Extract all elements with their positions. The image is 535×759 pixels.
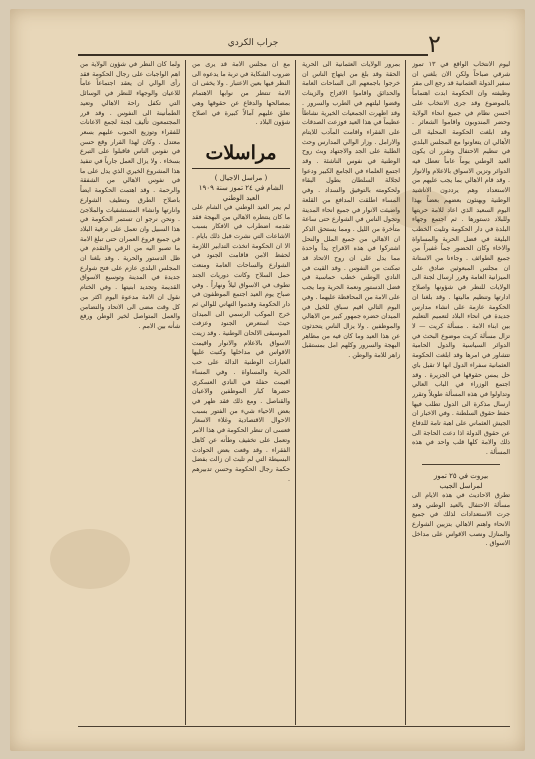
article-two-dateline: بيروت في ٢٥ تموز <box>433 471 489 480</box>
article-two-from: لمراسل الجيب <box>439 481 483 490</box>
column-2-text: بمرور الولايات العثمانية الى الحرية الحقة وقد بلغ من ابتهاج الناس ان خرجوا باجمعهم الى الساحات العامة والحدائق واقاموا الافراح والزينات وقضوا ليلتهم في الطرب والسرور . وقد اظهرت الجمعيات الخيرية نشاطاً عظيماً في هذا العيد فوزعت الصدقات على الفقراء واقامت المآدب للايتام والارامل . وزار الوالي المدارس وحث الطلبة على الجد والاجتهاد وبث روح الوطنية في نفوس الناشئة . وقد اجتمع العلماء في الجامع الكبير ودعوا لجلالة السلطان بطول البقاء ولحكومته بالتوفيق والسداد . وفي المساء اطلقت المدافع من القلعة واضيئت الانوار في جميع انحاء المدينة وتجول الناس في الشوارع حتى ساعة متأخرة من الليل . ومما يستحق الذكر ان الاهالي من جميع الملل والنحل اشتركوا في هذه الافراح يداً واحدة مما يدل على ان روح الاتحاد قد تمكنت من النفوس . وقد القيت في النادي الوطني خطب حماسية في فضل الدستور ونعمة الحرية وما يجب على الامة من المحافظة عليهما . وفي اليوم التالي اقيم سباق للخيل في الميدان حضره جمهور كبير من الاهالي والموظفين . ولا يزال الناس يتحدثون عن هذا العيد وما كان فيه من مظاهر البهجة والسرور وكلهم امل بمستقبل زاهر للامة والوطن . <box>302 61 400 360</box>
column-3-article-text: لم يمر العيد الوطني في الشام على ما كان ينتظره الاهالي من البهجة فقد تقدمه اضطراب في الافكار بسبب الاشاعات التي نشرت قبل ذلك بايام . الا ان الحكومة اتخذت التدابير اللازمة لحفظ الامن فاقامت الجنود في الشوارع والساحات العامة ومنعت حمل السلاح وكانت دوريات الجند تطوف في الاسواق ليلاً ونهاراً . وفي صباح يوم العيد اجتمع الموظفون في دار الحكومة وقدموا التهاني للوالي ثم خرج الموكب الرسمي الى الميدان حيث استعرض الجنود وعزفت الموسيقى الالحان الوطنية . وقد زينت الاسواق بالاعلام والانوار واقيمت الاقواس في مداخلها وكتبت عليها العبارات الوطنية الدالة على حب الحرية والمساواة . وفي المساء اقيمت حفلة في النادي العسكري حضرها كبار الموظفين والاعيان والقناصل . ومع ذلك فقد ظهر في بعض الاحياء شيء من الفتور بسبب الاحوال الاقتصادية وغلاء الاسعار فعسى ان تنظر الحكومة في هذا الامر وتعمل على تخفيف وطأته عن كاهل الفقراء . وقد وقعت بعض الحوادث البسيطة التي لم تلبث ان زالت بفضل حكمة رجال الحكومة وحسن تدبيرهم . <box>192 203 290 483</box>
correspondence-topic: العيد الوطني <box>222 193 260 202</box>
page-header <box>78 40 428 56</box>
column-rule <box>405 60 406 725</box>
page-number: ٢ <box>428 30 441 58</box>
running-title: جراب الكردي <box>227 38 279 48</box>
correspondence-title: مراسلات <box>192 140 290 169</box>
column-3 <box>192 60 290 725</box>
bottom-rule <box>78 726 510 727</box>
columns-container <box>78 60 510 725</box>
column-1-text: ليوم الانتخاب الواقع في ١٣ تموز شرقي صباحاً ولكن الان بلغني ان سفير الدولة العثمانية قد رجع الى مقر وظيفته وان الحكومة ابدت اهتماماً بالموضوع وقد جرى الانتخاب على احسن نظام في جميع انحاء الولاية وحضر المندوبون واقاموا الشعائر . وقد ابلغت الحكومة المحلية الى الأهالي ان يتعاونوا مع المجلس البلدي في تنظيم الاحتفال وتقرر ان يكون العيد الوطني يوماً عاماً تعطل فيه الدوائر وتزين الاسواق بالاعلام والانوار . وقد قام الاهالي بما يجب عليهم من الاستعداد وهم يرددون الاناشيد الوطنية ويهنئون بعضهم بعضاً بهذا اليوم السعيد الذي اعاد للامة حريتها وللبلاد دستورها . ثم اجتمع وجهاء البلدة في دار الحكومة وتليت الخطب البليغة في فضل الحرية والمساواة والاخاء وكان الحضور جماً غفيراً من جميع الطوائف . وجاءنا من الاستانة ان مجلس المبعوثين صادق على الميزانية العامة وقرر ارسال لجنة الى الولايات للنظر في شؤونها واصلاح ادارتها وتنظيم ماليتها . وقد بلغنا ان الحكومة عازمة على انشاء مدارس جديدة في انحاء البلاد لتعميم التعليم بين ابناء الامة . مسألة كريت — لا تزال مسألة كريت موضوع البحث في الدوائر السياسية والدول الحامية تتشاور في امرها وقد ابلغت الحكومة العثمانية سفراء الدول انها لا تقبل باي حل يمس حقوقها في الجزيرة . وقد اجتمع الوزراء في الباب العالي وتداولوا في هذه المسألة طويلاً وتقرر ارسال مذكرة الى الدول تطلب فيها حفظ حقوق السلطنة . وفي الاخبار ان الجيش العثماني على اهبة تامة للدفاع عن حقوق الدولة اذا دعت الحاجة الى ذلك والامة كلها قلب واحد في هذه المسألة . <box>412 61 510 457</box>
column-1-bottom-text: تطرق الاحاديث في هذه الايام الى مسألة الاحتفال بالعيد الوطني وقد جرت الاستعدادات لذلك في جميع الانحاء واهتم الاهالي بتزيين الشوارع والمنازل ونصب الاقواس على مداخل الاسواق . <box>412 491 510 548</box>
column-4-text: ولما كان النظر في شؤون الولاية من اهم الواجبات على رجال الحكومة فقد رأى الوالي ان يعقد اجتماعاً عاماً للاعيان والوجهاء للنظر في الوسائل التي تكفل راحة الاهالي وتعيد الطمأنينة الى النفوس . وقد قرر المجتمعون تأليف لجنة لجمع الاعانات للفقراء وتوزيع الحبوب عليهم بسعر معتدل . وكان لهذا القرار وقع حسن في نفوس الناس فاقبلوا على التبرع بسخاء . ولا يزال العمل جارياً في تنفيذ هذا المشروع الخيري الذي يدل على ما في نفوس الاهالي من الشفقة والرحمة . وقد اهتمت الحكومة ايضاً باصلاح الطرق وتنظيف الشوارع وانارتها وانشاء المستشفيات والملاجئ . ونحن نرجو ان تستمر الحكومة في هذا السبيل وان تعمل على ترقية البلاد في جميع فروع العمران حتى تبلغ الامة ما تصبو اليه من الرقي والتقدم في ظل الدستور والحرية . وقد بلغنا ان المجلس البلدي عازم على فتح شوارع جديدة في المدينة وتوسيع الاسواق القديمة وتجديد ابنيتها . وفي الختام نقول ان الامة مدعوة اليوم اكثر من كل وقت مضى الى الاتحاد والتضامن والعمل المتواصل لخير الوطن ورفع شأنه بين الامم . <box>80 61 180 330</box>
column-4 <box>80 60 180 725</box>
article-divider <box>422 464 500 465</box>
column-2 <box>302 60 400 725</box>
correspondence-from: ( مراسل الاجيال ) <box>214 173 268 182</box>
column-rule <box>185 60 186 725</box>
column-rule <box>295 60 296 725</box>
correspondence-dateline: الشام في ٢٤ تموز سنة ١٩٠٩ <box>198 183 284 192</box>
column-3-text: مع ان مجلس الامة قد يرى من ضروب الشكاية في تربة ما يدعوه الى النظر فيها بعين الاعتبار . ولا يخفى ان الامة تنتظر من نوابها الاهتمام بمصالحها والدفاع عن حقوقها وهي تعلق عليهم آمالاً كبيرة في اصلاح شؤون البلاد . <box>192 61 290 127</box>
column-1 <box>412 60 510 725</box>
